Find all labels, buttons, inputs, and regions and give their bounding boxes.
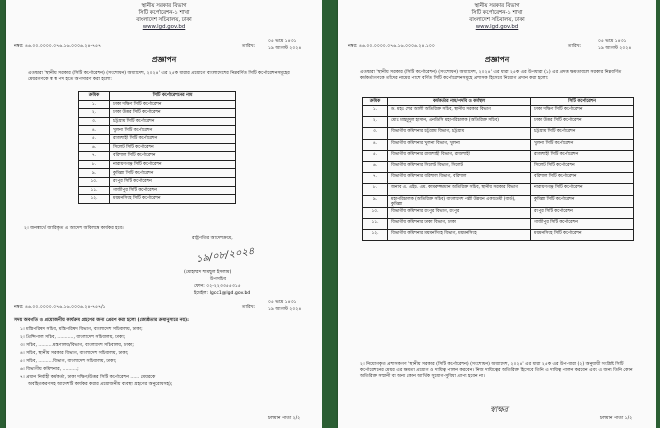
memo-number: নম্বর: ৪৬.০০.০০০০.০৭৬.১৬.০০০৬.২৪-৭৫৭ — [14, 44, 102, 49]
officer-cell: বিভাগীয় কমিশনার বরিশাল বিভাগ, বরিশাল — [388, 173, 531, 184]
page-title: প্রজ্ঞাপন — [151, 55, 177, 64]
signer-name: (মোহাম্মদ শামছুল ইসলাম) — [184, 270, 232, 275]
order-line: রাষ্ট্রপতির আদেশক্রমে, — [192, 236, 233, 241]
table-row — [79, 160, 236, 169]
header-line: বাংলাদেশ সচিবালয়, ঢাকা — [469, 17, 525, 23]
date-bangla: ০৫ ভাদ্র ১৪৩১ — [268, 300, 297, 305]
officer-cell: বিভাগীয় কমিশনার রংপুর বিভাগ, রংপুর — [388, 207, 531, 218]
officer-cell: মোঃ মাহমুদুল হাসান, এনডিসি মহাপরিচালক (অতিরিক্ত সচিব) — [388, 117, 531, 128]
city-corporation-cell: ঢাকা উত্তর সিটি কর্পোরেশন — [531, 117, 634, 128]
city-corporation-cell: সিলেট সিটি কর্পোরেশন — [531, 161, 634, 172]
header-line: স্থানীয় সরকার বিভাগ — [141, 3, 187, 9]
list-item: ৩। সচিব, ..........মন্ত্রণালয়/বিভাগ, বাংলাদেশ সচিবালয়, ঢাকা; — [20, 343, 134, 348]
name-cell: নারায়ণগঞ্জ সিটি কর্পোরেশন — [110, 160, 236, 169]
name-cell: চট্টগ্রাম সিটি কর্পোরেশন — [110, 117, 236, 126]
officer-cell: ড. মহঃ শের আলী অতিরিক্ত সচিব, স্থানীয় সরকার বিভাগ — [388, 106, 531, 117]
table-row — [363, 139, 634, 150]
column-header: ক্রমিক — [79, 92, 110, 101]
header-line: স্থানীয় সরকার বিভাগ — [474, 3, 520, 9]
name-cell: ময়মনসিংহ সিটি কর্পোরেশন — [110, 195, 236, 204]
effect-paragraph: ২। জনস্বার্থে জারিকৃত এ আদেশ অবিলম্বে কার্যকর হবে। — [24, 226, 124, 231]
officer-cell: বিভাগীয় কমিশনার চট্টগ্রাম বিভাগ, চট্টগ্রাম — [388, 128, 531, 139]
serial-cell: ৮. — [79, 160, 110, 169]
officer-cell: বিভাগীয় কমিশনার খুলনা বিভাগ, খুলনা — [388, 139, 531, 150]
table-row — [363, 117, 634, 128]
serial-cell: ১০. — [79, 177, 110, 186]
administrator-table — [362, 97, 634, 241]
table-row — [363, 184, 634, 195]
name-cell: বরিশাল সিটি কর্পোরেশন — [110, 152, 236, 161]
signer-title: উপসচিব — [210, 277, 227, 282]
table-header-row — [79, 92, 236, 101]
table-row — [363, 229, 634, 240]
table-row — [79, 134, 236, 143]
serial-cell: ৬. — [79, 143, 110, 152]
table-row — [79, 117, 236, 126]
name-cell: কুমিল্লা সিটি কর্পোরেশন — [110, 169, 236, 178]
name-cell: রংপুর সিটি কর্পোরেশন — [110, 177, 236, 186]
table-row — [79, 195, 236, 204]
serial-cell: ৫. — [363, 150, 388, 161]
list-item: ৭। প্রধান নির্বাহী কর্মকর্তা, ঢাকা দক্ষিণ/উত্তর সিটি কর্পোরেশন ...... মেয়রকে — [20, 375, 156, 380]
city-corporation-cell: চট্টগ্রাম সিটি কর্পোরেশন — [531, 128, 634, 139]
serial-cell: ১২. — [79, 195, 110, 204]
serial-cell: ৪. — [363, 139, 388, 150]
serial-cell: ৪. — [79, 126, 110, 135]
serial-cell: ৯. — [79, 169, 110, 178]
officer-cell: বিভাগীয় কমিশনার ময়মনসিংহ বিভাগ, ময়মনসিংহ — [388, 229, 531, 240]
website-link[interactable]: www.lgd.gov.bd — [142, 24, 186, 30]
serial-cell: ১১. — [363, 218, 388, 229]
serial-cell: ১০. — [363, 207, 388, 218]
right-margin-strip — [656, 0, 660, 428]
date-english: ১৯ আগস্ট ২০২৪ — [268, 307, 302, 312]
list-item: ১। মন্ত্রিপরিষদ সচিব, মন্ত্রিপরিষদ বিভাগ, বাংলাদেশ সচিবালয়, ঢাকা; — [20, 327, 143, 332]
city-corporation-cell: ময়মনসিংহ সিটি কর্পোরেশন — [531, 229, 634, 240]
distribution-heading: সদয় অবগতি ও প্রয়োজনীয় কার্যক্রম গ্রহণের জন্য প্রেরণ করা হলো (জ্যেষ্ঠতার ক্রমানুসারে নয়): — [14, 318, 189, 323]
officer-cell: মহাপরিচালক (অতিরিক্ত সচিব) বাংলাদেশ পল্লী উন্নয়ন একাডেমী (বার্ড), কুমিল্লা — [388, 195, 531, 207]
signature: স্বাক্ষর — [490, 405, 509, 414]
serial-cell: ১. — [79, 100, 110, 109]
phone-number: ফোন: ০২-২২৩৩৫৫৩১৫ — [194, 284, 241, 289]
name-cell: ঢাকা উত্তর সিটি কর্পোরেশন — [110, 109, 236, 118]
memo-number: নম্বর: ৪৬.০০.০০০০.০৭৬.১৬.০০০৬.২৪.১০০ — [348, 44, 435, 49]
table-row — [79, 152, 236, 161]
city-corporation-cell: খুলনা সিটি কর্পোরেশন — [531, 139, 634, 150]
officer-cell: বিভাগীয় কমিশনার রাজশাহী বিভাগ, রাজশাহী — [388, 150, 531, 161]
serial-cell: ১২. — [363, 229, 388, 240]
intro-paragraph: এতদ্বারা 'স্থানীয় সরকার (সিটি কর্পোরেশন) (সংশোধন) অধ্যাদেশ, ২০২৪' এর ধারা ২৫ক এর উপধারা (১) এর প্রদত্ত ক্ষমতাবলে সরকার নিম্নবর্ণিত কর্মকর্তাগণকে তাঁদের নামের পাশে বর্ণিত সিটি কর্পোরেশনসমূহে প্রশাসক হিসেবে নিয়োগ প্রদান করা হলো: — [360, 70, 622, 82]
header-line: সিটি কর্পোরেশন-১ শাখা — [138, 10, 190, 16]
serial-cell: ৮. — [363, 184, 388, 195]
page-footer: চলমান পাতা ২/২ — [268, 416, 301, 421]
table-row — [363, 106, 634, 117]
table-row — [79, 143, 236, 152]
list-item: ৫। সচিব, ..........বিভাগ, বাংলাদেশ সচিবালয়, ঢাকা; — [20, 359, 117, 364]
serial-cell: ৭. — [363, 173, 388, 184]
table-row — [363, 161, 634, 172]
list-item: ৪। সচিব, স্থানীয় সরকার বিভাগ, বাংলাদেশ সচিবালয়, ঢাকা; — [20, 351, 129, 356]
city-corporation-cell: কুমিল্লা সিটি কর্পোরেশন — [531, 195, 634, 207]
signature: ১৯/০৮/২০২৪ — [195, 245, 256, 266]
table-row — [363, 218, 634, 229]
city-corporation-cell: নারায়ণগঞ্জ সিটি কর্পোরেশন — [531, 184, 634, 195]
column-header: কর্মকর্তার নাম/পদবি ও কর্মস্থল — [388, 98, 531, 106]
city-corporation-table — [78, 91, 236, 204]
name-cell: সিলেট সিটি কর্পোরেশন — [110, 143, 236, 152]
officer-cell: বিভাগীয় কমিশনার ঢাকা বিভাগ, ঢাকা — [388, 218, 531, 229]
name-cell: গাজীপুর সিটি কর্পোরেশন — [110, 186, 236, 195]
serial-cell: ৭. — [79, 152, 110, 161]
date-english: ১৯ আগস্ট ২০২৪ — [598, 46, 632, 51]
date-english: ১৯ আগস্ট ২০২৪ — [268, 46, 302, 51]
city-corporation-cell: রংপুর সিটি কর্পোরেশন — [531, 207, 634, 218]
serial-cell: ২. — [363, 117, 388, 128]
table-row — [363, 207, 634, 218]
center-divider-strip — [322, 0, 338, 428]
column-header: ক্রমিক — [363, 98, 388, 106]
name-cell: রাজশাহী সিটি কর্পোরেশন — [110, 134, 236, 143]
table-row — [363, 128, 634, 139]
website-link[interactable]: www.lgd.gov.bd — [475, 24, 519, 30]
date-bangla: ০৫ ভাদ্র ১৪৩১ — [598, 39, 627, 44]
serial-cell: ৫. — [79, 134, 110, 143]
serial-cell: ১. — [363, 106, 388, 117]
email-address[interactable]: ইমেইল: lgcc1@lgd.gov.bd — [194, 291, 251, 296]
header-line: সিটি কর্পোরেশন-১ শাখা — [471, 10, 523, 16]
page-footer: চলমান পাতা ১/২ — [600, 416, 633, 421]
date-bangla: ০৫ ভাদ্র ১৪৩১ — [268, 39, 297, 44]
header-line: বাংলাদেশ সচিবালয়, ঢাকা — [136, 17, 192, 23]
duty-paragraph: ২। নিয়োগকৃত প্রশাসকগণ 'স্থানীয় সরকার (সিটি কর্পোরেশন) (সংশোধন) অধ্যাদেশ, ২০২৪' এর ধারা ২৫ক এর উপ-ধারা (২) অনুযায়ী সংশ্লিষ্ট সিটি কর্পোরেশনের মেয়র এর ক্ষমতা প্রয়োগ ও দায়িত্ব পালন করবেন। নিজ দায়িত্বের অতিরিক্ত হিসেবে তিনি এ দায়িত্ব পালন করবেন এবং এ জন্য তিনি কোন অতিরিক্ত সম্মানী বা অন্য কোন আর্থিক সুযোগ-সুবিধা প্রাপ্য হবেন না। — [360, 362, 633, 380]
serial-cell: ২. — [79, 109, 110, 118]
serial-cell: ১১. — [79, 186, 110, 195]
intro-paragraph: এতদ্বারা 'স্থানীয় সরকার (সিটি কর্পোরেশন) (সংশোধন) অধ্যাদেশ, ২০২৪' এর ২৫ক ধারার প্রয়োগে বাংলাদেশের নিম্নবর্ণিত সিটি কর্পোরেশনসমূহের মেয়রগণকে স্ব স্ব পদ হতে অপসারণ করা হলো: — [28, 71, 290, 83]
table-row — [79, 109, 236, 118]
table-row — [79, 100, 236, 109]
table-header-row — [363, 98, 634, 106]
date-label: তারিখ: — [242, 305, 256, 310]
table-row — [79, 186, 236, 195]
table-row — [363, 150, 634, 161]
date-label: তারিখ: — [568, 44, 582, 49]
right-document-page — [338, 0, 656, 428]
name-cell: খুলনা সিটি কর্পোরেশন — [110, 126, 236, 135]
memo-number-copy: নম্বর: ৪৬.০০.০০০০.০৭৬.১৬.০০০৬.২৪-৭৫৭/১ — [14, 305, 106, 310]
name-cell: ঢাকা দক্ষিণ সিটি কর্পোরেশন — [110, 100, 236, 109]
city-corporation-cell: ঢাকা দক্ষিণ সিটি কর্পোরেশন — [531, 106, 634, 117]
officer-cell: জনাব এ. এইচ. এম. কামরুজ্জামান অতিরিক্ত সচিব, স্থানীয় সরকার বিভাগ — [388, 184, 531, 195]
serial-cell: ৬. — [363, 161, 388, 172]
list-item: ২। প্রিন্সিপাল সচিব, ..........., বাংলাদেশ সচিবালয়, ঢাকা; — [20, 335, 126, 340]
list-item: ৬। বিভাগীয় কমিশনার, ..........; — [20, 367, 79, 372]
list-item: অবহিতকরণসহ আদেশটি কার্যকর করার প্রয়োজনীয় ব্যবস্থা গ্রহণের অনুরোধসহ); — [28, 382, 173, 387]
page-title: প্রজ্ঞাপন — [484, 55, 510, 64]
city-corporation-cell: গাজীপুর সিটি কর্পোরেশন — [531, 218, 634, 229]
left-document-page — [6, 0, 322, 428]
serial-cell: ৩. — [363, 128, 388, 139]
table-row — [363, 173, 634, 184]
serial-cell: ৯. — [363, 195, 388, 207]
table-row — [363, 195, 634, 207]
city-corporation-cell: রাজশাহী সিটি কর্পোরেশন — [531, 150, 634, 161]
table-row — [79, 126, 236, 135]
date-label: তারিখ: — [242, 44, 256, 49]
city-corporation-cell: বরিশাল সিটি কর্পোরেশন — [531, 173, 634, 184]
serial-cell: ৩. — [79, 117, 110, 126]
column-header: সিটি কর্পোরেশন — [531, 98, 634, 106]
table-row — [79, 169, 236, 178]
table-row — [79, 177, 236, 186]
officer-cell: বিভাগীয় কমিশনার সিলেট বিভাগ, সিলেট — [388, 161, 531, 172]
column-header: সিটি কর্পোরেশনের নাম — [110, 92, 236, 101]
